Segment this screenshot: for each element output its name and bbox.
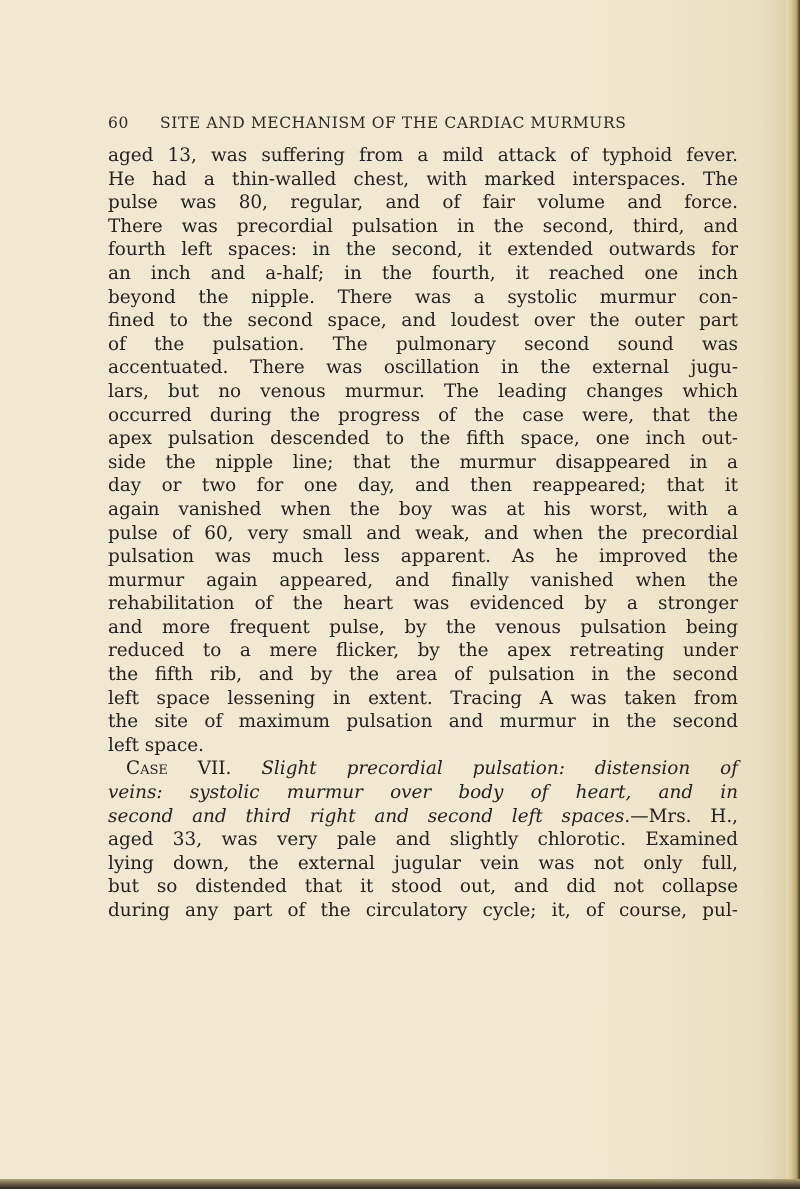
text-line: There was precordial pulsation in the second, third, and bbox=[108, 215, 738, 237]
page-number: 60 bbox=[108, 114, 129, 132]
text-line: left space lessening in extent. Tracing A was taken from bbox=[108, 687, 738, 709]
text-line: aged 33, was very pale and slightly chlorotic. Examined bbox=[108, 829, 738, 851]
text-line: occurred during the progress of the case were, that the bbox=[108, 404, 738, 426]
text-line: fourth left spaces: in the second, it extended outwards for bbox=[108, 239, 738, 261]
text-line: fined to the second space, and loudest over the outer part bbox=[108, 310, 738, 332]
running-title: SITE AND MECHANISM OF THE CARDIAC MURMURS bbox=[160, 114, 627, 132]
text-line: but so distended that it stood out, and did not collapse bbox=[108, 876, 738, 898]
text-line: an inch and a-half; in the fourth, it reached one inch bbox=[108, 262, 738, 284]
text-line: murmur again appeared, and finally vanished when the bbox=[108, 569, 738, 591]
text-line: and more frequent pulse, by the venous pulsation being bbox=[108, 616, 738, 638]
text-line: the site of maximum pulsation and murmur in the second bbox=[108, 711, 738, 733]
case-title-part-1: Slight precordial pulsation: distension of bbox=[261, 758, 739, 780]
case-title-part-2: veins: systolic murmur over body of heart, and in bbox=[108, 782, 738, 804]
text-line: pulsation was much less apparent. As he improved the bbox=[108, 546, 738, 568]
text-line: aged 13, was suffering from a mild attack of typhoid fever. bbox=[108, 145, 738, 166]
text-line: reduced to a mere flicker, by the apex retreating under bbox=[108, 640, 738, 662]
text-line: again vanished when the boy was at his worst, with a bbox=[108, 498, 738, 520]
text-line: lars, but no venous murmur. The leading changes which bbox=[108, 380, 738, 402]
text-line: beyond the nipple. There was a systolic murmur con- bbox=[108, 286, 738, 308]
text-line: pulse was 80, regular, and of fair volume and force. bbox=[108, 192, 738, 214]
text-line: pulse of 60, very small and weak, and when the precordial bbox=[108, 522, 738, 544]
text-line: He had a thin-walled chest, with marked interspaces. The bbox=[108, 168, 738, 190]
text-line: accentuated. There was oscillation in the external jugu- bbox=[108, 357, 738, 379]
case-heading-line bbox=[108, 757, 738, 781]
case-title-part-3-line bbox=[108, 805, 738, 829]
text-line: of the pulsation. The pulmonary second sound was bbox=[108, 333, 738, 355]
text-line: during any part of the circulatory cycle; it, of course, pul- bbox=[108, 900, 738, 921]
paragraph-end-line: left space. bbox=[108, 734, 205, 756]
text-line: day or two for one day, and then reappeared; that it bbox=[108, 475, 738, 497]
page-bottom-edge bbox=[0, 1179, 800, 1189]
case-patient: —Mrs. H., bbox=[630, 805, 739, 827]
text-line: side the nipple line; that the murmur disappeared in a bbox=[108, 451, 738, 473]
text-line: lying down, the external jugular vein was not only full, bbox=[108, 852, 738, 874]
text-line: the fifth rib, and by the area of pulsation in the second bbox=[108, 664, 738, 686]
text-line: rehabilitation of the heart was evidenced by a stronger bbox=[108, 593, 738, 615]
case-label: Case VII. bbox=[126, 758, 232, 780]
case-title-part-3: second and third right and second left spaces. bbox=[108, 805, 631, 827]
body-text bbox=[108, 144, 738, 923]
running-header bbox=[108, 114, 728, 132]
page-gutter-edge bbox=[786, 0, 800, 1189]
text-line: apex pulsation descended to the fifth space, one inch out- bbox=[108, 428, 738, 450]
